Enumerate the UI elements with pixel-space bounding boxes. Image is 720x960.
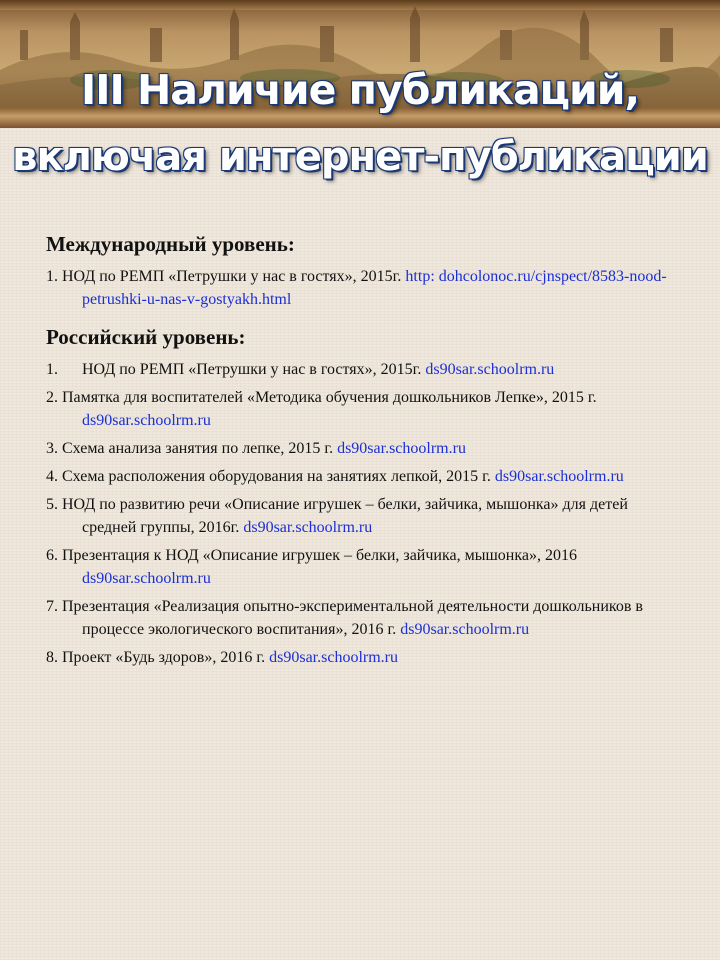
russian-heading: Российский уровень:: [46, 325, 246, 349]
item-number: 5.: [46, 496, 58, 513]
list-item: [46, 465, 686, 488]
item-text: Презентация к НОД «Описание игрушек – белки, зайчика, мышонка», 2016: [62, 547, 577, 564]
item-number: 7.: [46, 598, 58, 615]
item-text: Проект «Будь здоров», 2016 г.: [62, 649, 266, 666]
item-link[interactable]: ds90sar.schoolrm.ru: [269, 649, 398, 666]
list-item: [46, 646, 686, 669]
list-item: [46, 265, 686, 311]
item-text: Памятка для воспитателей «Методика обучения дошкольников Лепке», 2015 г.: [62, 389, 597, 406]
item-number: 1.: [46, 268, 58, 285]
item-link[interactable]: http: dohcolonoc.ru/cjnspect/8583-nood-petrushki-u-nas-v-gostyakh.html: [82, 268, 667, 308]
item-text: НОД по РЕМП «Петрушки у нас в гостях», 2015г.: [82, 361, 422, 378]
item-link[interactable]: ds90sar.schoolrm.ru: [400, 621, 530, 638]
item-link[interactable]: ds90sar.schoolrm.ru: [337, 440, 466, 457]
list-item: [46, 437, 686, 460]
list-item: [46, 595, 686, 641]
slide-title-line-1: III Наличие публикаций,: [80, 66, 640, 114]
list-item: [46, 493, 686, 539]
item-number: 2.: [46, 389, 58, 406]
item-number: 6.: [46, 547, 58, 564]
item-number: 3.: [46, 440, 58, 457]
item-link[interactable]: ds90sar.schoolrm.ru: [494, 468, 624, 485]
publications-content: [46, 232, 686, 674]
item-number: 8.: [46, 649, 58, 666]
list-item: [46, 386, 686, 432]
item-number: 1.: [46, 361, 58, 378]
item-link[interactable]: ds90sar.schoolrm.ru: [82, 570, 211, 587]
item-text: Презентация «Реализация опытно-экспериментальной деятельности дошкольников в процессе экологического воспитания», 2016 г.: [62, 598, 643, 638]
item-text: НОД по развитию речи «Описание игрушек – белки, зайчика, мышонка» для детей средней группы, 2016г.: [62, 496, 628, 536]
international-heading: Международный уровень:: [46, 232, 295, 256]
slide-title-line-2: включая интернет-публикации: [12, 134, 708, 180]
item-link[interactable]: ds90sar.schoolrm.ru: [243, 519, 373, 536]
item-text: Схема анализа занятия по лепке, 2015 г.: [62, 440, 334, 457]
item-link[interactable]: ds90sar.schoolrm.ru: [82, 412, 211, 429]
list-item: [46, 544, 686, 590]
list-item: [46, 358, 686, 381]
item-link[interactable]: ds90sar.schoolrm.ru: [425, 361, 555, 378]
item-text: Схема расположения оборудования на занятиях лепкой, 2015 г.: [62, 468, 491, 485]
item-number: 4.: [46, 468, 58, 485]
item-text: НОД по РЕМП «Петрушки у нас в гостях», 2015г.: [62, 268, 402, 285]
